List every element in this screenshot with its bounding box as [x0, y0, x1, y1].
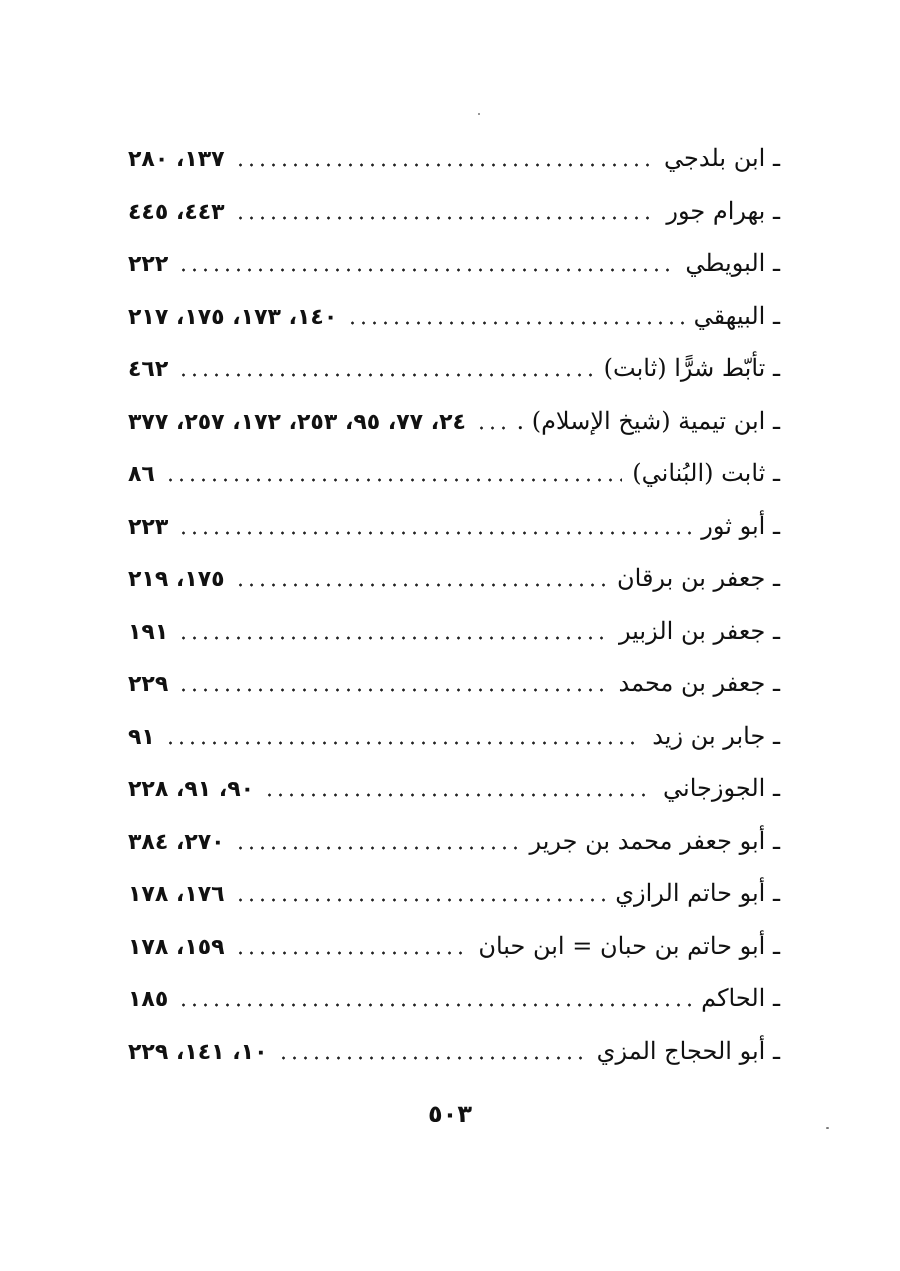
- index-entry: [128, 710, 780, 763]
- entry-pages: ١٤٠، ١٧٣، ١٧٥، ٢١٧: [128, 304, 338, 330]
- entry-pages: ٢٤، ٧٧، ٩٥، ٢٥٣، ١٧٢، ٢٥٧، ٣٧٧: [128, 409, 466, 435]
- index-entry: [128, 867, 780, 920]
- entry-pages: ١٣٧، ٢٨٠: [128, 147, 225, 172]
- entry-name: ـ أبو جعفر محمد بن جرير: [529, 826, 780, 855]
- dot-leader: [264, 793, 653, 797]
- dot-leader: [165, 478, 622, 482]
- entry-name: ـ ثابت (البُناني): [632, 459, 780, 487]
- entry-name: ـ جابر بن زيد: [652, 721, 780, 750]
- dot-leader: [235, 898, 606, 902]
- entry-name: ـ البيهقي: [693, 301, 780, 330]
- dot-leader: [235, 163, 654, 167]
- dot-leader: [178, 268, 675, 272]
- index-entry: [128, 237, 780, 290]
- dot-leader: [178, 688, 608, 692]
- entry-pages: ١٧٦، ١٧٨: [128, 882, 225, 907]
- dot-leader: [165, 741, 642, 745]
- index-entry: [128, 342, 780, 395]
- entry-name: ـ جعفر بن الزبير: [618, 616, 780, 645]
- index-entry: [128, 972, 780, 1025]
- entry-name: ـ أبو ثور: [701, 511, 780, 540]
- index-entry: [128, 290, 780, 343]
- entry-name: ـ جعفر بن برقان: [617, 564, 780, 592]
- entry-pages: ١٥٩، ١٧٨: [128, 934, 225, 960]
- dot-leader: [278, 1056, 587, 1060]
- dot-leader: [347, 321, 683, 325]
- dot-leader: [235, 951, 469, 955]
- entry-pages: ٢٢٩: [128, 672, 169, 697]
- index-entry: [128, 395, 780, 448]
- index-entry: [128, 132, 780, 185]
- entry-pages: ٢٧٠، ٣٨٤: [128, 829, 225, 855]
- entry-pages: ١٨٥: [128, 987, 169, 1012]
- entry-pages: ٩١: [128, 724, 155, 750]
- entry-name: ـ أبو الحجاج المزي: [596, 1036, 780, 1065]
- scan-speck: [826, 1127, 829, 1129]
- entry-pages: ٤٦٢: [128, 357, 169, 382]
- index-entry: [128, 1025, 780, 1078]
- entry-name: ـ ابن تيمية (شيخ الإسلام) .: [516, 406, 780, 435]
- dot-leader: [178, 531, 691, 535]
- dot-leader: [235, 583, 607, 587]
- entry-name: ـ أبو حاتم بن حبان = ابن حبان: [478, 931, 780, 960]
- entry-pages: ١٠، ١٤١، ٢٢٩: [128, 1039, 268, 1065]
- index-entry: [128, 920, 780, 973]
- entry-name: ـ البويطي: [685, 249, 780, 277]
- entry-name: ـ أبو حاتم الرازي: [615, 879, 780, 907]
- entry-name: ـ تأبّط شرًّا (ثابت): [603, 354, 780, 382]
- entry-pages: ٤٤٣، ٤٤٥: [128, 199, 225, 225]
- entry-pages: ٩٠، ٩١، ٢٢٨: [128, 777, 255, 802]
- entry-pages: ٨٦: [128, 462, 155, 487]
- index-entry: [128, 552, 780, 605]
- entry-name: ـ بهرام جور: [666, 196, 780, 225]
- index-entry: [128, 500, 780, 553]
- entry-name: ـ ابن بلدجي: [664, 144, 780, 172]
- index-entry: [128, 605, 780, 658]
- entry-pages: ٢٢٣: [128, 514, 169, 540]
- entry-pages: ١٧٥، ٢١٩: [128, 567, 225, 592]
- entry-name: ـ الجوزجاني: [663, 774, 780, 802]
- index-entry: [128, 762, 780, 815]
- page-number: ٥٠٣: [428, 1100, 472, 1128]
- dot-leader: [178, 636, 609, 640]
- dot-leader: [476, 426, 507, 430]
- entry-pages: ١٩١: [128, 619, 169, 645]
- dot-leader: [178, 373, 593, 377]
- entry-pages: ٢٢٢: [128, 252, 169, 277]
- entry-name: ـ الحاكم: [701, 984, 780, 1012]
- index-entry: [128, 815, 780, 868]
- index-entry: [128, 447, 780, 500]
- scan-speck: [478, 113, 480, 115]
- index-entry: [128, 657, 780, 710]
- index-entry: [128, 185, 780, 238]
- dot-leader: [235, 846, 520, 850]
- dot-leader: [235, 216, 657, 220]
- entry-name: ـ جعفر بن محمد: [618, 669, 780, 697]
- index-list: [128, 132, 780, 1077]
- dot-leader: [178, 1003, 691, 1007]
